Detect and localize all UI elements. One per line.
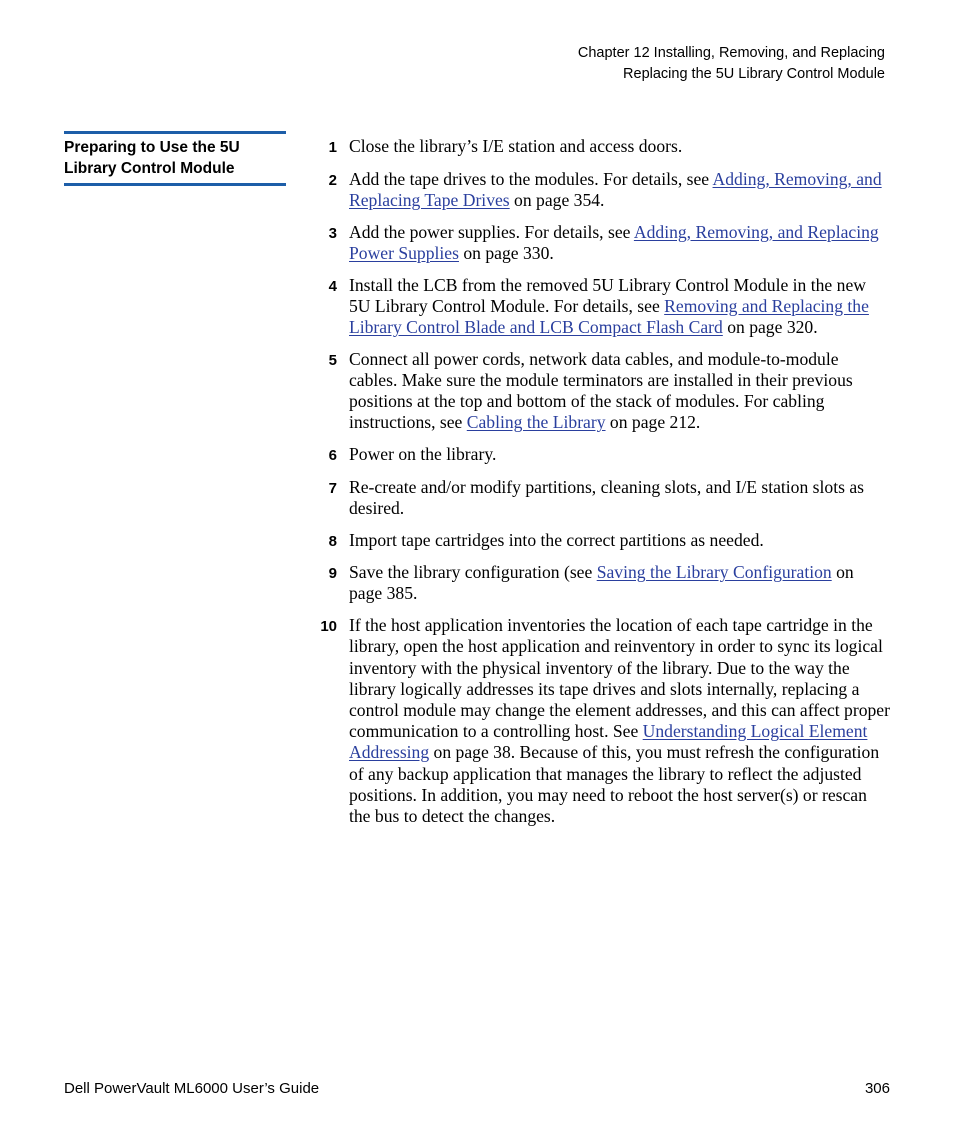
step-item: [311, 169, 891, 211]
step-number: 4: [328, 277, 337, 295]
step-text: [349, 169, 891, 211]
cross-reference-link[interactable]: Understanding Logical Element Addressing: [349, 721, 868, 763]
step-number: 2: [328, 171, 337, 189]
step-item: [311, 477, 891, 519]
step-text: [349, 477, 891, 519]
step-text-run: Power on the library.: [349, 443, 497, 464]
page-number: 306: [864, 1080, 890, 1097]
step-item: [311, 136, 891, 158]
step-text: [349, 222, 891, 264]
step-text: [349, 136, 891, 158]
footer-guide-title: Dell PowerVault ML6000 User’s Guide: [64, 1080, 320, 1097]
step-item: [311, 444, 891, 466]
sidebar-heading: [64, 131, 286, 186]
step-text-run: Close the library’s I/E station and access doors.: [349, 136, 683, 156]
cross-reference-link[interactable]: Adding, Removing, and Replacing Tape Drives: [349, 168, 882, 210]
step-text-run: on page 212.: [605, 412, 701, 433]
step-item: [311, 222, 891, 264]
step-text: [349, 444, 891, 466]
cross-reference-link[interactable]: Saving the Library Configuration: [596, 562, 832, 583]
step-number: 10: [320, 618, 337, 636]
step-item: [311, 562, 891, 604]
step-item: [311, 349, 891, 434]
step-number: 1: [328, 139, 337, 156]
step-number: 3: [328, 224, 337, 242]
step-text: [349, 349, 891, 434]
step-item: [311, 275, 891, 339]
step-text-run: Connect all power cords, network data cables, and module-to-module cables. Make sure the module terminators are installed in their previous positions at the top and bottom of the stack of modules. For cabling instructions, see: [349, 348, 853, 433]
sidebar-heading-line1: Preparing to Use the 5U: [64, 139, 240, 156]
step-text: [349, 530, 891, 552]
step-text-run: on page 320.: [722, 316, 818, 337]
section-title: Replacing the 5U Library Control Module: [623, 66, 885, 82]
step-text-run: on page 354.: [509, 189, 605, 210]
cross-reference-link[interactable]: Cabling the Library: [466, 412, 606, 433]
step-number: 6: [328, 446, 337, 464]
step-text-run: Re-create and/or modify partitions, cleaning slots, and I/E station slots as desired.: [349, 476, 864, 518]
cross-reference-link[interactable]: Adding, Removing, and Replacing Power Supplies: [349, 221, 879, 263]
step-text-run: on page 385.: [349, 562, 854, 604]
step-list: [311, 136, 891, 838]
running-header: [578, 43, 885, 85]
step-number: 5: [328, 351, 337, 369]
step-text-run: on page 38. Because of this, you must refresh the configuration of any backup application that manages the library to reflect the adjusted positions. In addition, you may need to reboot the host server(s) or rescan the bus to detect the changes.: [349, 742, 880, 826]
chapter-title: Chapter 12 Installing, Removing, and Replacing: [577, 45, 885, 61]
step-text-run: If the host application inventories the location of each tape cartridge in the library, open the host application and reinventory in order to sync its logical inventory with the physical inventory of the library. Due to the way the library logically addresses its tape drives and slots internally, replacing a control module may change the element addresses, and this can affect proper communication to a controlling host. See: [349, 615, 890, 742]
step-number: 9: [328, 565, 337, 583]
step-text: [349, 275, 891, 339]
step-text: [349, 562, 891, 604]
step-text-run: Install the LCB from the removed 5U Library Control Module in the new 5U Library Control Module. For details, see: [349, 274, 866, 316]
step-item: [311, 615, 891, 827]
step-text-run: Add the power supplies. For details, see: [349, 221, 634, 242]
step-text-run: Save the library configuration (see: [349, 562, 597, 583]
step-number: 8: [328, 532, 337, 550]
sidebar-heading-line2: Library Control Module: [64, 160, 235, 177]
step-text-run: Add the tape drives to the modules. For details, see: [349, 168, 713, 189]
step-item: [311, 530, 891, 552]
step-text: [349, 615, 891, 827]
step-number: 7: [328, 479, 337, 497]
step-text-run: Import tape cartridges into the correct partitions as needed.: [349, 529, 764, 550]
step-text-run: on page 330.: [458, 242, 554, 263]
cross-reference-link[interactable]: Removing and Replacing the Library Control Blade and LCB Compact Flash Card: [349, 295, 869, 337]
